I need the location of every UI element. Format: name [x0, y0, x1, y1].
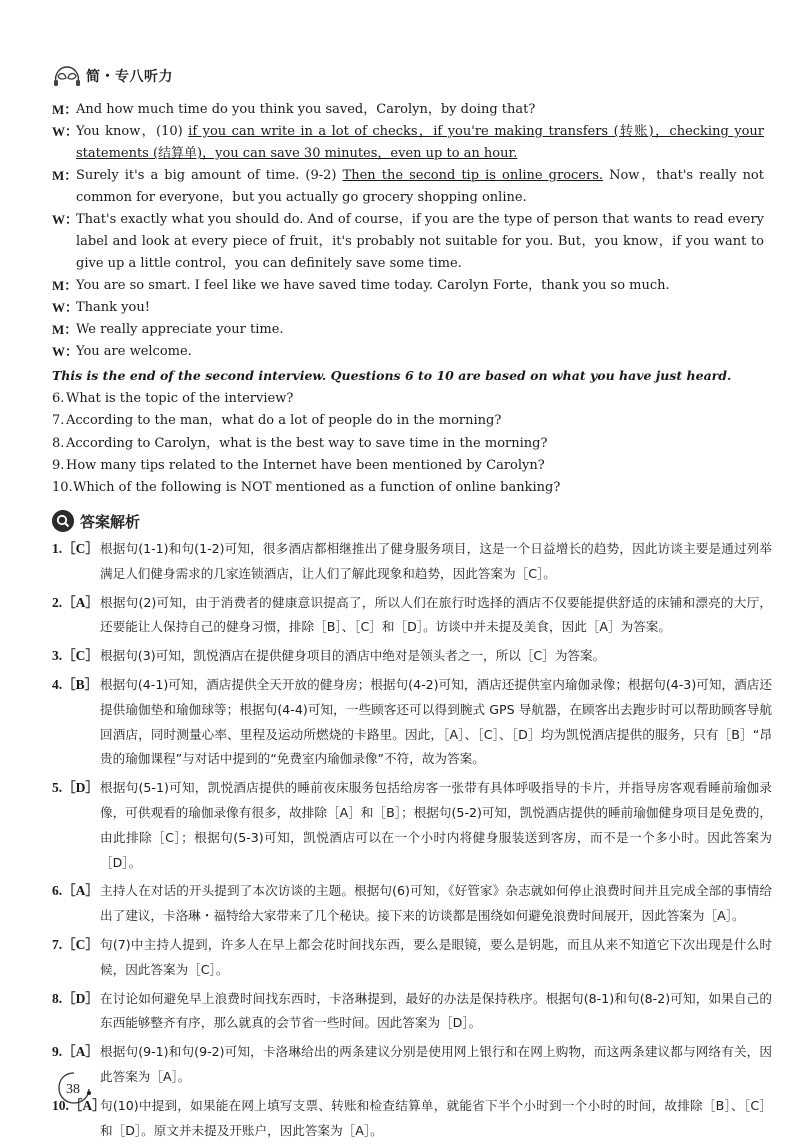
answer-item: [52, 537, 772, 587]
answer-item: [52, 1040, 772, 1090]
question-item: [52, 388, 764, 410]
speaker-label: M：: [52, 278, 78, 293]
answer-explanation: 句(10)中提到，如果能在网上填写支票、转账和检查结算单，就能省下半个小时到一个小时的时间，故排除［B］、［C］和［D］。原文并未提及开账户，因此答案为［A］。: [100, 1097, 772, 1138]
text-run: We really appreciate your time.: [76, 322, 284, 337]
speaker-label: W：: [52, 124, 79, 139]
answer-item: [52, 644, 772, 669]
dialogue-line: [52, 319, 764, 341]
dialogue-text: [76, 165, 764, 209]
speaker-label: M：: [52, 322, 78, 337]
underlined-text: Then the second tip is online grocers.: [342, 168, 604, 183]
text-run: And how much time do you think you saved，Carolyn，by doing that?: [76, 102, 536, 117]
answer-explanation: 句(7)中主持人提到，许多人在早上都会花时间找东西，要么是眼镜，要么是钥匙，而且从来不知道它下次出现是什么时候，因此答案为［C］。: [100, 936, 772, 977]
dialogue-line: [52, 165, 764, 209]
question-text: What is the topic of the interview?: [66, 391, 294, 406]
dialogue-line: [52, 121, 764, 165]
underlined-text: if you can write in a lot of checks，if you're making transfers (转账)，checking your statements (结算单)，you can save 30 minutes，even up to an hour.: [76, 124, 764, 161]
dialogue-line: [52, 275, 764, 297]
answer-item: [52, 933, 772, 983]
question-number: 6.: [52, 391, 65, 406]
text-run: That's exactly what you should do. And of course，if you are the type of person that wants to read every label and look at every piece of fruit，it's probably not suitable for you. But，you know，if you want to give up a little control，you can definitely save some time.: [76, 212, 764, 271]
answer-key: 10.［A］: [52, 1097, 106, 1113]
answer-key: 9.［A］: [52, 1044, 99, 1060]
answer-explanation: 在讨论如何避免早上浪费时间找东西时，卡洛琳提到，最好的办法是保持秩序。根据句(8-1)和句(8-2)可知，如果自己的东西能够整齐有序，那么就真的会节省一些时间。因此答案为［D］。: [100, 990, 772, 1031]
answer-explanation: 根据句(2)可知，由于消费者的健康意识提高了，所以人们在旅行时选择的酒店不仅要能提供舒适的床铺和漂亮的大厅，还要能让人保持自己的健身习惯，排除［B］、［C］和［D］。访谈中并未提及美食，因此［A］为答案。: [100, 594, 772, 635]
dialogue-text: [76, 209, 764, 275]
question-number: 7.: [52, 413, 65, 429]
speaker-label: M：: [52, 102, 78, 117]
answer-key: 4.［B］: [52, 676, 99, 692]
answer-item: [52, 673, 772, 772]
answer-key: 8.［D］: [52, 990, 99, 1006]
answer-item: [52, 879, 772, 929]
magnifier-icon: [52, 510, 74, 532]
dialogue-text: [76, 121, 764, 165]
answer-key: 6.［A］: [52, 883, 99, 899]
question-number: 8.: [52, 435, 65, 451]
answer-explanation: 根据句(3)可知，凯悦酒店在提供健身项目的酒店中绝对是领头者之一，所以［C］为答案。: [100, 648, 606, 664]
answer-item: [52, 776, 772, 875]
text-run: Now，that's really not common for everyone，but you actually go grocery shopping online.: [76, 168, 764, 205]
section-outro: This is the end of the second interview. Questions 6 to 10 are based on what you have just heard.: [52, 368, 732, 383]
question-item: [52, 410, 764, 432]
answer-key: 5.［D］: [52, 780, 99, 796]
question-text: Which of the following is NOT mentioned as a function of online banking?: [73, 480, 561, 496]
text-run: You are so smart. I feel like we have saved time today. Carolyn Forte，thank you so much.: [76, 278, 670, 293]
question-number: 9.: [52, 457, 65, 473]
dialogue-line: [52, 99, 764, 121]
page-number: 38: [66, 1082, 80, 1097]
speaker-label: M：: [52, 168, 78, 183]
answer-item: [52, 591, 772, 641]
dialogue-text: [76, 341, 764, 363]
answer-item: [52, 1094, 772, 1144]
answer-explanation: 主持人在对话的开头提到了本次访谈的主题。根据句(6)可知，《好管家》杂志就如何停止浪费时间并且完成全部的事情给出了建议，卡洛琳・福特给大家带来了几个秘诀。接下来的访谈都是围绕如何避免浪费时间展开，因此答案为［A］。: [100, 883, 772, 924]
answer-explanation: 根据句(1-1)和句(1-2)可知，很多酒店都相继推出了健身服务项目，这是一个日益增长的趋势，因此访谈主要是通过列举满足人们健身需求的几家连锁酒店，让人们了解此现象和趋势，因此答案为［C］。: [100, 541, 772, 581]
question-item: [52, 433, 764, 455]
answer-explanation: 根据句(4-1)可知，酒店提供全天开放的健身房；根据句(4-2)可知，酒店还提供室内瑜伽录像；根据句(4-3)可知，酒店还提供瑜伽垫和瑜伽球等；根据句(4-4)可知，一些顾客还可以得到腕式 GPS 导航器，在顾客出去跑步时可以帮助顾客导航回酒店，同时测量心率、里程及运动所燃烧的卡路里。因此，［A］、［C］、［D］均为凯悦酒店提供的服务，只有［B］“昂贵的瑜伽课程”与对话中提到的“免费室内瑜伽录像”不符，故为答案。: [100, 676, 772, 767]
answers-title: 答案解析: [80, 512, 141, 531]
dialogue-transcript: [52, 99, 764, 363]
speaker-label: W：: [52, 344, 79, 359]
speaker-label: W：: [52, 212, 79, 227]
text-run: You know，(10): [76, 124, 189, 139]
question-item: [52, 455, 764, 477]
speaker-label: W：: [52, 300, 79, 315]
answer-explanation: 根据句(5-1)可知，凯悦酒店提供的睡前夜床服务包括给房客一张带有具体呼吸指导的卡片，并指导房客观看睡前瑜伽录像，可供观看的瑜伽录像有很多，故排除［A］和［B］；根据句(5-2)可知，凯悦酒店提供的睡前瑜伽健身项目是免费的，由此排除［C］；根据句(5-3)可知，凯悦酒店可以在一个小时内将健身服装送到客房，而不是一个多小时。因此答案为［D］。: [100, 780, 772, 870]
headphone-leaf-icon: [52, 64, 82, 88]
question-number: 10.: [52, 480, 73, 496]
page-header: [52, 62, 173, 90]
answer-key: 1.［C］: [52, 541, 99, 556]
answer-list: [52, 537, 772, 1147]
question-text: How many tips related to the Internet have been mentioned by Carolyn?: [66, 457, 545, 473]
page-number-badge: [56, 1070, 92, 1106]
dialogue-line: [52, 341, 764, 363]
answer-explanation: 根据句(9-1)和句(9-2)可知，卡洛琳给出的两条建议分别是使用网上银行和在网上购物，而这两条建议都与网络有关，因此答案为［A］。: [100, 1044, 772, 1084]
answer-key: 7.［C］: [52, 936, 99, 952]
text-run: Thank you!: [76, 300, 150, 315]
question-text: According to Carolyn，what is the best way to save time in the morning?: [66, 435, 548, 451]
dialogue-text: [76, 297, 764, 319]
question-text: According to the man，what do a lot of people do in the morning?: [66, 413, 502, 429]
question-list: [52, 388, 764, 499]
dialogue-line: [52, 297, 764, 319]
answer-key: 2.［A］: [52, 594, 99, 610]
dialogue-text: [76, 99, 764, 121]
dialogue-line: [52, 209, 764, 275]
header-title: 简・专八听力: [86, 69, 173, 85]
dialogue-text: [76, 319, 764, 341]
answer-item: [52, 987, 772, 1037]
answers-heading: [52, 510, 140, 532]
question-item: [52, 477, 764, 499]
dialogue-text: [76, 275, 764, 297]
answer-key: 3.［C］: [52, 648, 99, 664]
text-run: Surely it's a big amount of time. (9-2): [76, 168, 343, 183]
text-run: You are welcome.: [76, 344, 192, 359]
